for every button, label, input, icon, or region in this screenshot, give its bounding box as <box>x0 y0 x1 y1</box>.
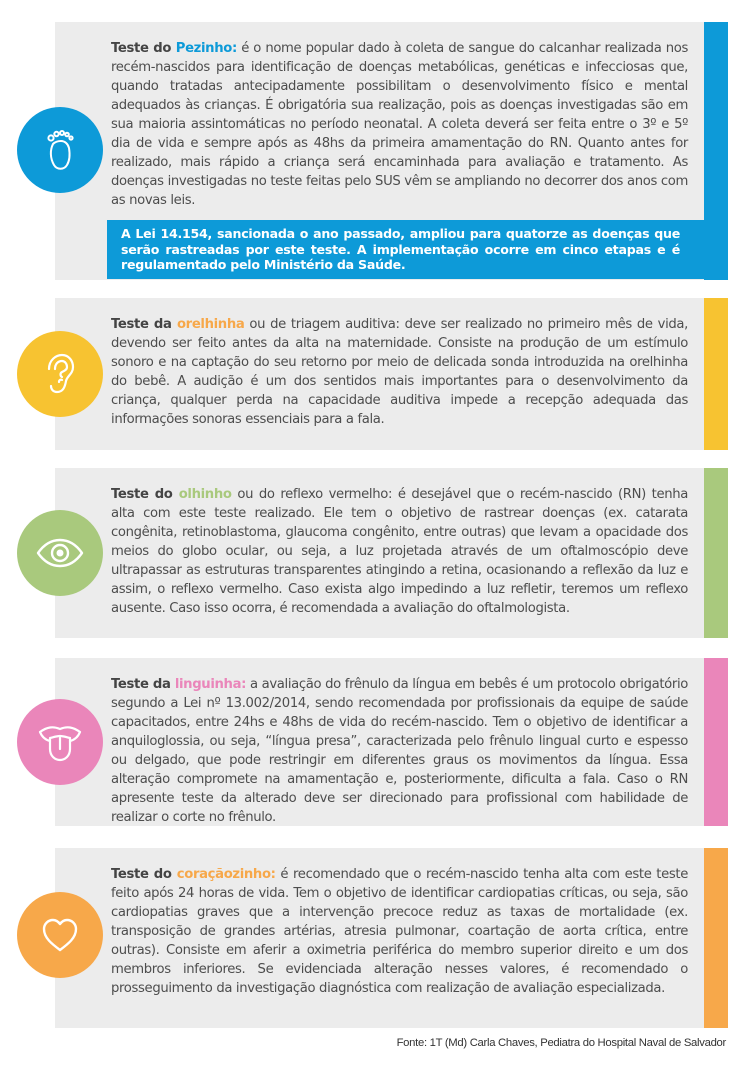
accent-bar-blue <box>704 22 728 280</box>
ear-icon <box>42 352 78 396</box>
accent-bar-yellow <box>704 298 728 450</box>
section-keyword: orelhinha <box>176 317 245 332</box>
section-body: ou de triagem auditiva: deve ser realizado no primeiro mês de vida, devendo ser feito antes da alta na maternidade. Consiste na produção de um estímulo sonoro e na captação do seu retorno por meio de delicada sonda introduzida na orelhinha do bebê. A audição é um dos sentidos mais importantes para o desenvolvimento da criança, qualquer perda na capacidade auditiva impede a recepção adequada das informações sonoras essenciais para a fala. <box>111 317 689 427</box>
heart-icon <box>40 917 80 953</box>
section-body: é o nome popular dado à coleta de sangue do calcanhar realizada nos recém-nascidos para identificação de doenças metabólicas, genéticas e infecciosas que, quando tratadas antecipadamente possibilitam o desenvolvimento físico e mental adequados às crianças. É obrigatória sua realização, pois as doenças investigadas são em sua maioria assintomáticas no período neonatal. A coleta deverá ser feita entre o 3º e 5º dia de vida e sempre após as 48hs da primeira amamentação do RN. Quanto antes for realizado, mais rápido a criança será encaminhada para avaliação e tratamento. As doenças investigadas no teste feitas pelo SUS vêm se ampliando no decorrer dos anos com as novas leis. <box>111 41 688 208</box>
circle-orelhinha <box>17 331 103 417</box>
section-text <box>111 485 688 618</box>
section-keyword: Pezinho: <box>175 41 237 56</box>
circle-pezinho <box>17 107 103 193</box>
circle-coracaozinho <box>17 892 103 978</box>
foot-icon <box>40 128 80 172</box>
section-keyword: olhinho <box>178 487 232 502</box>
section-linguinha <box>55 658 728 826</box>
circle-olhinho <box>17 510 103 596</box>
section-text <box>111 675 688 827</box>
section-text <box>111 865 688 998</box>
section-prefix: Teste da <box>111 317 177 332</box>
section-body: ou do reflexo vermelho: é desejável que o recém-nascido (RN) tenha alta com este teste realizado. Ele tem o objetivo de rastrear doenças (ex. catarata congênita, retinoblastoma, glaucoma congênito, entre outras) que levam a opacidade dos meios do globo ocular, ou seja, a luz projetada através de um oftalmoscópio deve ultrapassar as estruturas transparentes atingindo a retina, ocasionando a reflexão da luz e assim, o reflexo vermelho. Caso exista algo impedindo a luz refletir, teremos um reflexo ausente. Caso isso ocorra, é recomendada a avaliação do oftalmologista. <box>111 487 688 616</box>
accent-bar-pink <box>704 658 728 826</box>
section-body: é recomendado que o recém-nascido tenha alta com este teste feito após 24 horas de vida. Tem o objetivo de identificar cardiopatias críticas, ou seja, são cardiopatias graves que a intervenção precoce reduz as taxas de mortalidade (ex. transposição de grandes artérias, atresia pulmonar, coartação de aorta crítica, entre outras). Consiste em aferir a oximetria periférica do membro superior direito e um dos membros inferiores. Se evidenciada alteração nesses valores, é recomendado o prosseguimento da investigação diagnóstica com realização de avaliação especializada. <box>111 867 688 996</box>
section-olhinho <box>55 468 728 638</box>
section-prefix: Teste do <box>111 487 179 502</box>
source-footer: Fonte: 1T (Md) Carla Chaves, Pediatra do Hospital Naval de Salvador <box>396 1037 726 1049</box>
section-body: a avaliação do frênulo da língua em bebês é um protocolo obrigatório segundo a Lei nº 13.002/2014, sendo recomendada por profissionais da equipe de saúde capacitados, entre 24hs e 48hs de vida do recém-nascido. Tem o objetivo de identificar a anquiloglossia, ou seja, “língua presa”, caracterizada pelo frênulo lingual curto e espesso ou delgado, que pode restringir em diferentes graus os movimentos da língua. Essa alteração compromete na amamentação e, posteriormente, dificulta a fala. Caso o RN apresente teste da alterado deve ser direcionado para profissional com habilidade de realizar o corte no frênulo. <box>111 677 689 825</box>
section-keyword: coraçãozinho: <box>176 867 276 882</box>
circle-linguinha <box>17 699 103 785</box>
section-orelhinha <box>55 298 728 450</box>
section-keyword: linguinha: <box>174 677 247 692</box>
accent-bar-orange <box>704 848 728 1028</box>
section-text <box>111 315 688 429</box>
section-pezinho <box>55 22 728 280</box>
tongue-icon <box>37 721 83 763</box>
section-prefix: Teste do <box>111 867 177 882</box>
section-text <box>111 39 688 279</box>
section-coracaozinho <box>55 848 728 1028</box>
eye-icon <box>35 538 85 568</box>
section-prefix: Teste da <box>111 677 175 692</box>
accent-bar-green <box>704 468 728 638</box>
law-highlight: A Lei 14.154, sancionada o ano passado, ampliou para quatorze as doenças que serão rastreadas por este teste. A implementação ocorre em cinco etapas e é regulamentado pelo Ministério da Saúde. <box>107 220 704 279</box>
section-prefix: Teste do <box>111 41 176 56</box>
